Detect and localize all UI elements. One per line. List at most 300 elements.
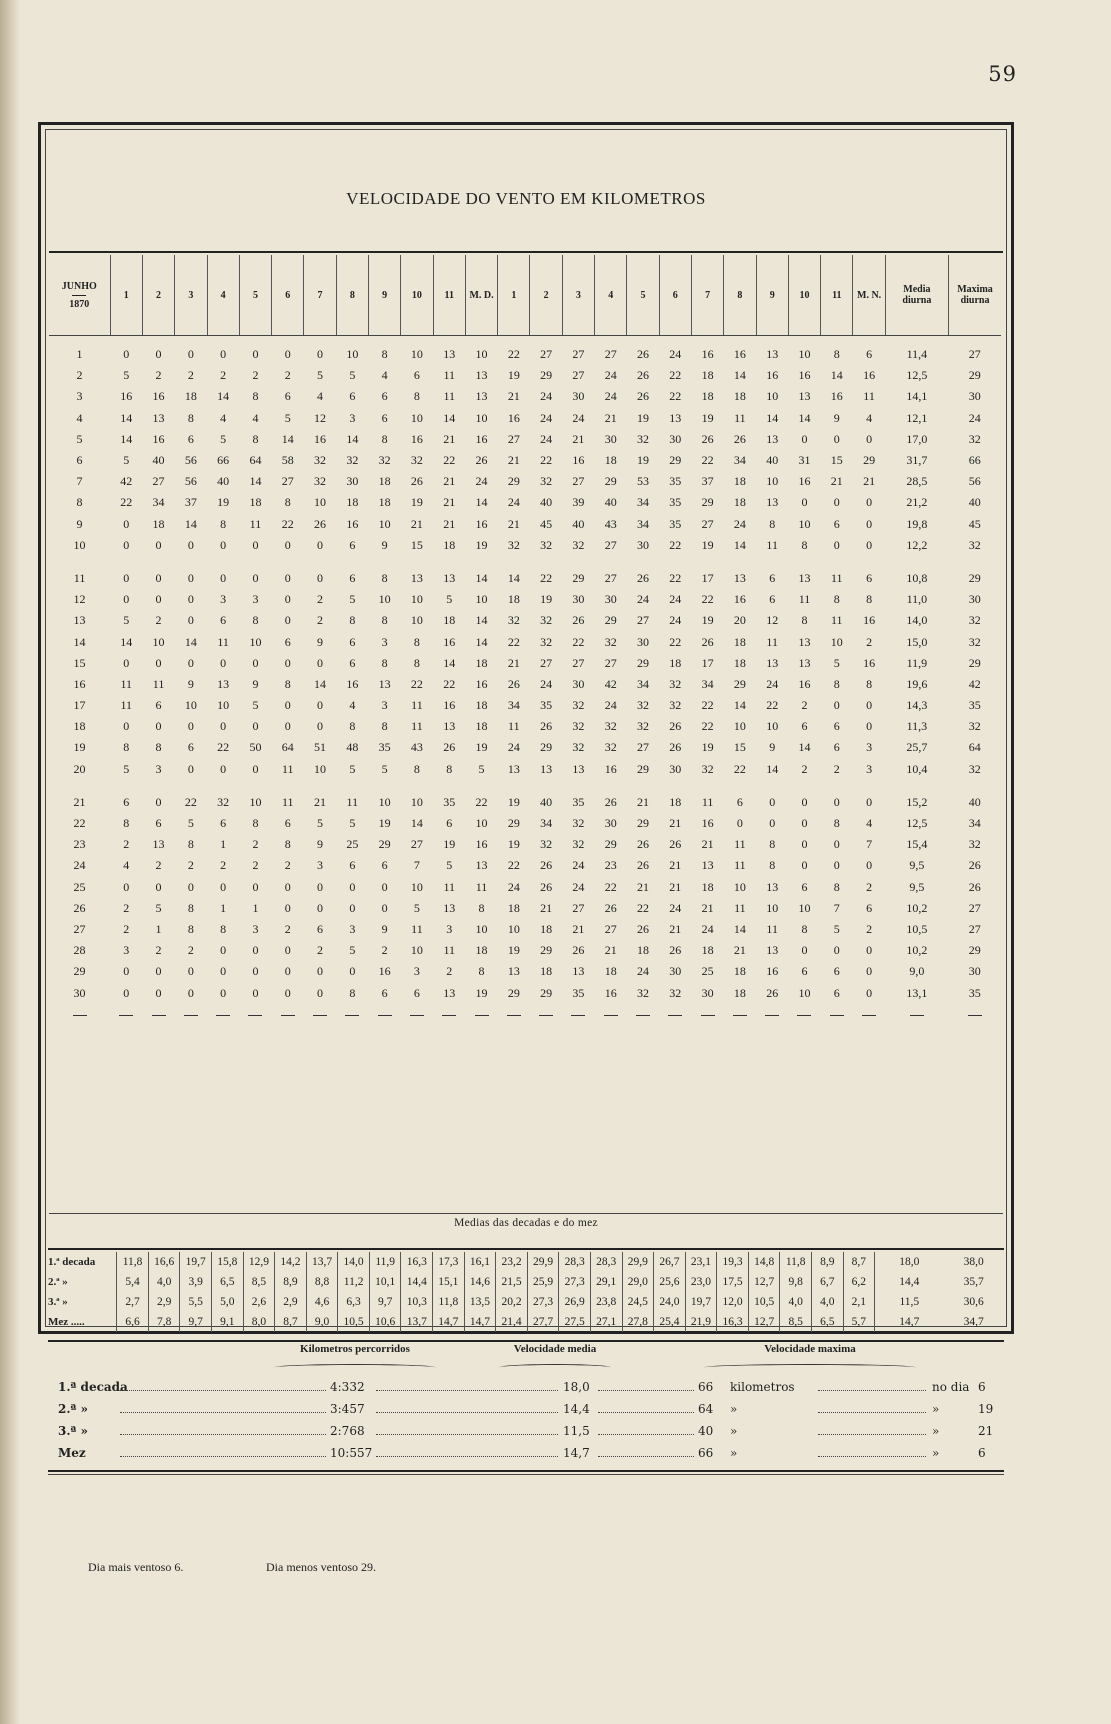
hour-value-cell: 8 [769,837,776,852]
hour-value-cell: 6 [833,719,840,734]
hour-value-cell: 18 [733,985,746,1000]
maxima-cell: 42 [968,676,981,691]
hour-value-cell: 16 [475,676,488,691]
hour-value-cell: 10 [378,794,391,809]
means-value-cell: 14,4 [401,1272,433,1292]
media-cell: 19,6 [906,676,928,691]
hour-value-cell: 14 [443,410,456,425]
hour-value-cell: 5 [155,900,162,915]
hour-value-cell: 16 [766,368,779,383]
hour-value-cell: 0 [155,655,162,670]
hour-value-cell: 10 [766,719,779,734]
hour-value-cell: 27 [572,900,585,915]
leader-dots [120,1390,326,1391]
hour-value-cell: 13 [475,368,488,383]
dia-menos-ventoso: Dia menos ventoso 29. [266,1560,376,1574]
leader-dots [598,1456,694,1457]
hour-value-cell: 27 [604,570,617,585]
hour-value-cell: 11 [508,719,520,734]
means-value-cell: 13,7 [306,1252,338,1272]
hour-value-cell: 8 [381,347,388,362]
hour-value-cell: 14 [281,431,294,446]
hour-value-cell: 2 [252,837,259,852]
hour-value-cell: 30 [604,592,617,607]
means-row [48,1292,1004,1312]
hour-value-cell: 11 [120,676,133,691]
dash-mark [539,1015,553,1016]
hour-value-cell: 6 [769,592,776,607]
header-year: 1870 [69,298,90,310]
means-value-cell: 4,0 [812,1292,844,1312]
summary-row [58,1380,1004,1402]
hour-value-cell: 10 [410,613,423,628]
hour-value-cell: 14 [798,740,811,755]
hour-value-cell: 11 [346,794,359,809]
hour-value-cell: 10 [766,474,779,489]
hour-value-cell: 21 [443,495,456,510]
hour-value-cell: 11 [411,719,423,734]
hour-value-cell: 32 [604,719,617,734]
dash-mark [765,1015,779,1016]
summary-max: 40 [698,1424,714,1438]
header-hour-am: 5 [239,255,271,336]
means-value-cell: 19,7 [180,1252,212,1272]
hour-value-cell: 0 [187,719,194,734]
hour-value-cell: 40 [540,495,553,510]
hour-value-cell: 0 [833,858,840,873]
hour-value-cell: 0 [284,655,291,670]
means-value-cell: 23,1 [685,1252,717,1272]
hour-value-cell: 13 [152,837,165,852]
hour-value-cell: 10 [410,592,423,607]
hour-value-cell: 11 [734,410,746,425]
hour-value-cell: 2 [123,900,130,915]
hour-value-cell: 0 [866,698,873,713]
leader-dots [376,1390,558,1391]
hour-value-cell: 6 [866,570,873,585]
hour-value-cell: 18 [733,474,746,489]
hour-value-cell: 13 [507,761,520,776]
hour-value-cell: 26 [637,389,649,404]
hour-value-cell: 6 [187,740,194,755]
means-value-cell: 4,6 [306,1292,338,1312]
hour-value-cell: 10 [475,410,488,425]
hour-value-cell: 6 [220,816,227,831]
hour-value-cell: 5 [317,816,324,831]
hour-value-cell: 34 [637,676,649,691]
hour-value-cell: 27 [572,474,585,489]
hour-value-cell: 24 [540,389,553,404]
hour-value-cell: 10 [766,389,779,404]
media-cell: 12,2 [906,537,928,552]
hour-value-cell: 0 [187,570,194,585]
hour-value-cell: 0 [317,964,324,979]
hour-value-cell: 0 [769,794,776,809]
hour-value-cell: 26 [507,676,520,691]
hour-value-cell: 22 [540,570,553,585]
header-hour-am: 7 [304,255,336,336]
hour-value-cell: 0 [123,516,130,531]
hour-value-cell: 0 [187,347,194,362]
means-value-cell: 8,8 [306,1272,338,1292]
maxima-cell: 27 [968,900,981,915]
maxima-cell: 27 [968,921,981,936]
hour-value-cell: 13 [766,431,779,446]
hour-value-cell: 0 [187,537,194,552]
means-value-cell: 10,6 [369,1312,401,1332]
media-cell: 10,4 [906,761,928,776]
means-value-cell: 12,9 [243,1252,275,1272]
dash-mark [119,1015,133,1016]
hour-value-cell: 6 [801,719,808,734]
hour-value-cell: 0 [801,943,808,958]
day-cell: 19 [73,740,86,755]
dash-mark [701,1015,715,1016]
hour-value-cell: 8 [187,921,194,936]
hour-value-cell: 6 [833,740,840,755]
hour-value-cell: 10 [733,719,746,734]
hour-value-cell: 32 [378,453,391,468]
hour-value-cell: 32 [637,985,649,1000]
hour-value-cell: 19 [637,453,649,468]
means-value-cell: 3,9 [180,1272,212,1292]
hour-value-cell: 25 [346,837,359,852]
means-max-cell: 38,0 [963,1256,984,1268]
hour-value-cell: 32 [572,698,585,713]
hour-value-cell: 24 [572,858,585,873]
hour-value-cell: 2 [123,837,130,852]
wind-speed-table [49,255,1001,1026]
media-cell: 15,4 [906,837,928,852]
hour-value-cell: 5 [123,453,130,468]
hour-value-cell: 27 [572,368,585,383]
hour-value-cell: 30 [572,389,585,404]
hour-value-cell: 0 [801,858,808,873]
means-value-cell: 21,9 [685,1312,717,1332]
hour-value-cell: 0 [317,698,324,713]
hour-value-cell: 15 [733,740,746,755]
header-hour-am: 3 [175,255,207,336]
hour-value-cell: 24 [701,921,714,936]
means-value-cell: 9,0 [306,1312,338,1332]
maxima-cell: 35 [968,985,981,1000]
hour-value-cell: 14 [410,816,423,831]
hour-value-cell: 40 [540,794,553,809]
hour-value-cell: 29 [637,816,649,831]
means-value-cell: 7,8 [148,1312,180,1332]
hour-value-cell: 21 [733,943,746,958]
hour-value-cell: 0 [833,698,840,713]
hour-value-cell: 22 [733,761,746,776]
hour-value-cell: 14 [120,634,133,649]
hour-value-cell: 0 [284,900,291,915]
hour-value-cell: 6 [349,655,356,670]
hour-value-cell: 13 [443,985,456,1000]
hour-value-cell: 29 [540,740,553,755]
hour-value-cell: 0 [284,879,291,894]
table-row [49,919,1001,940]
hour-value-cell: 10 [410,794,423,809]
hour-value-cell: 13 [507,964,520,979]
hour-value-cell: 16 [701,816,714,831]
hour-value-cell: 29 [604,613,617,628]
dash-mark [733,1015,747,1016]
header-media-line1: Media [903,284,931,295]
hour-value-cell: 40 [604,495,617,510]
hour-value-cell: 15 [830,453,843,468]
day-cell: 15 [73,655,86,670]
hour-value-cell: 10 [378,592,391,607]
dash-mark [281,1015,295,1016]
hour-value-cell: 27 [540,655,553,670]
hour-value-cell: 34 [152,495,165,510]
day-cell: 8 [76,495,83,510]
table-row [49,982,1001,1003]
hour-value-cell: 16 [798,368,811,383]
maxima-cell: 29 [968,943,981,958]
hour-value-cell: 19 [637,410,649,425]
hour-value-cell: 30 [637,537,649,552]
table-row [49,568,1001,589]
means-value-cell: 2,1 [843,1292,875,1312]
hour-value-cell: 16 [604,985,617,1000]
dash-mark [378,1015,392,1016]
means-row [48,1252,1004,1272]
hour-value-cell: 6 [381,389,388,404]
hour-value-cell: 11 [281,761,294,776]
hour-value-cell: 17 [701,570,714,585]
summary-dia-label: no dia [932,1380,970,1394]
header-hour-am: 1 [110,255,142,336]
day-cell: 9 [76,516,83,531]
hour-value-cell: 8 [833,816,840,831]
maxima-cell: 35 [968,698,981,713]
dash-mark [442,1015,456,1016]
hour-value-cell: 29 [572,570,585,585]
hour-value-cell: 21 [443,474,456,489]
means-value-cell: 12,7 [748,1272,780,1292]
hour-value-cell: 13 [798,570,811,585]
hour-value-cell: 16 [604,761,617,776]
hour-value-cell: 26 [540,858,553,873]
media-cell: 31,7 [906,453,928,468]
hour-value-cell: 13 [443,347,456,362]
hour-value-cell: 6 [381,410,388,425]
hour-value-cell: 0 [317,347,324,362]
hour-value-cell: 5 [349,761,356,776]
hour-value-cell: 2 [155,858,162,873]
hour-value-cell: 16 [378,964,391,979]
page-title: VELOCIDADE DO VENTO EM KILOMETROS [346,189,706,208]
hour-value-cell: 19 [701,410,714,425]
hour-value-cell: 10 [152,634,165,649]
hour-value-cell: 0 [801,837,808,852]
summary-dia: 6 [978,1446,986,1460]
table-row [49,961,1001,982]
means-value-cell: 16,1 [464,1252,496,1272]
hour-value-cell: 0 [317,655,324,670]
hour-value-cell: 8 [349,613,356,628]
means-value-cell: 11,8 [117,1252,149,1272]
hour-value-cell: 56 [184,474,197,489]
hour-value-cell: 11 [411,921,423,936]
book-spine-shadow [0,0,20,1724]
hour-value-cell: 21 [637,794,649,809]
hour-value-cell: 23 [604,858,617,873]
hour-value-cell: 6 [866,347,873,362]
hour-value-cell: 21 [572,921,585,936]
dash-mark [410,1015,424,1016]
media-cell: 25,7 [906,740,928,755]
means-value-cell: 28,3 [590,1252,622,1272]
hour-value-cell: 10 [249,634,262,649]
hour-value-cell: 3 [349,921,356,936]
hour-value-cell: 30 [701,985,714,1000]
hour-value-cell: 24 [507,495,520,510]
maxima-cell: 29 [968,368,981,383]
hour-value-cell: 5 [349,816,356,831]
hour-value-cell: 27 [604,655,617,670]
hour-value-cell: 19 [701,740,714,755]
hour-value-cell: 11 [281,794,294,809]
hour-value-cell: 18 [733,655,746,670]
table-row [49,813,1001,834]
day-cell: 20 [73,761,86,776]
dash-mark [668,1015,682,1016]
table-row [49,695,1001,716]
hour-value-cell: 5 [413,900,420,915]
hour-value-cell: 4 [317,389,324,404]
hour-value-cell: 58 [281,453,294,468]
hour-value-cell: 6 [220,613,227,628]
hour-value-cell: 29 [701,495,714,510]
hour-value-cell: 26 [314,516,327,531]
hour-value-cell: 0 [866,495,873,510]
hour-value-cell: 0 [187,592,194,607]
hour-value-cell: 18 [604,964,617,979]
hour-value-cell: 0 [736,816,743,831]
hour-value-cell: 21 [604,943,617,958]
hour-value-cell: 8 [866,676,873,691]
hour-value-cell: 21 [604,410,617,425]
hour-value-cell: 10 [766,900,779,915]
means-value-cell: 2,9 [275,1292,307,1312]
summary-media: 18,0 [563,1380,590,1394]
means-value-cell: 23,8 [590,1292,622,1312]
hour-value-cell: 19 [475,985,488,1000]
hour-value-cell: 13 [152,410,165,425]
hour-value-cell: 4 [123,858,130,873]
hour-value-cell: 9 [317,634,324,649]
hour-value-cell: 2 [866,634,873,649]
hour-value-cell: 0 [123,655,130,670]
summary-dia-label: » [932,1402,940,1416]
hour-value-cell: 10 [798,900,811,915]
hour-value-cell: 0 [123,964,130,979]
media-cell: 15,0 [906,634,928,649]
hour-value-cell: 21 [507,516,520,531]
hour-value-cell: 6 [801,879,808,894]
hour-value-cell: 29 [540,368,553,383]
hour-value-cell: 8 [252,816,259,831]
hour-value-cell: 0 [866,719,873,734]
means-label: Mez ..... [48,1316,85,1328]
hour-value-cell: 26 [410,474,423,489]
hour-value-cell: 14 [184,516,197,531]
means-value-cell: 9,1 [212,1312,244,1332]
hour-value-cell: 6 [833,516,840,531]
means-value-cell: 26,7 [654,1252,686,1272]
means-value-cell: 5,7 [843,1312,875,1332]
hour-value-cell: 21 [443,516,456,531]
header-row [49,255,1001,336]
hour-value-cell: 0 [866,964,873,979]
hour-value-cell: 11 [798,592,811,607]
hour-value-cell: 6 [413,985,420,1000]
media-cell: 19,8 [906,516,928,531]
hour-value-cell: 14 [766,410,779,425]
hour-value-cell: 22 [701,592,714,607]
hour-value-cell: 8 [187,900,194,915]
hour-value-cell: 13 [217,676,230,691]
means-media-cell: 14,7 [875,1312,944,1332]
hour-value-cell: 32 [572,537,585,552]
hour-value-cell: 9 [317,837,324,852]
summary-unit: » [730,1402,738,1416]
hour-value-cell: 21 [507,453,520,468]
hour-value-cell: 30 [604,431,617,446]
table-row [49,535,1001,556]
maxima-cell: 64 [968,740,981,755]
hour-value-cell: 8 [123,816,130,831]
media-cell: 10,2 [906,943,928,958]
means-value-cell: 20,2 [496,1292,528,1312]
day-cell: 24 [73,858,86,873]
hour-value-cell: 26 [766,985,779,1000]
hour-value-cell: 13 [798,655,811,670]
hour-value-cell: 14 [798,410,811,425]
hour-value-cell: 16 [507,410,520,425]
hour-value-cell: 30 [572,592,585,607]
hour-value-cell: 21 [507,655,520,670]
table-frame [38,122,1014,1334]
hour-value-cell: 18 [701,879,714,894]
means-media-cell: 11,5 [875,1292,944,1312]
hour-value-cell: 0 [252,347,259,362]
hour-value-cell: 0 [284,537,291,552]
hour-value-cell: 2 [187,858,194,873]
hour-value-cell: 0 [317,985,324,1000]
means-value-cell: 8,9 [812,1252,844,1272]
hour-value-cell: 8 [413,389,420,404]
means-label: 1.ª decada [48,1256,96,1268]
summary-max: 66 [698,1380,714,1394]
hour-value-cell: 10 [475,592,488,607]
summary-dia: 6 [978,1380,986,1394]
means-value-cell: 9,7 [180,1312,212,1332]
maxima-cell: 56 [968,474,981,489]
hour-value-cell: 40 [572,516,585,531]
hour-value-cell: 34 [701,676,714,691]
hour-value-cell: 11 [766,537,778,552]
summary-km: 3:457 [330,1402,365,1416]
hour-value-cell: 14 [217,389,230,404]
hour-value-cell: 22 [766,698,779,713]
hour-value-cell: 27 [572,347,585,362]
means-value-cell: 24,5 [622,1292,654,1312]
means-value-cell: 6,3 [338,1292,370,1312]
hour-value-cell: 6 [284,634,291,649]
